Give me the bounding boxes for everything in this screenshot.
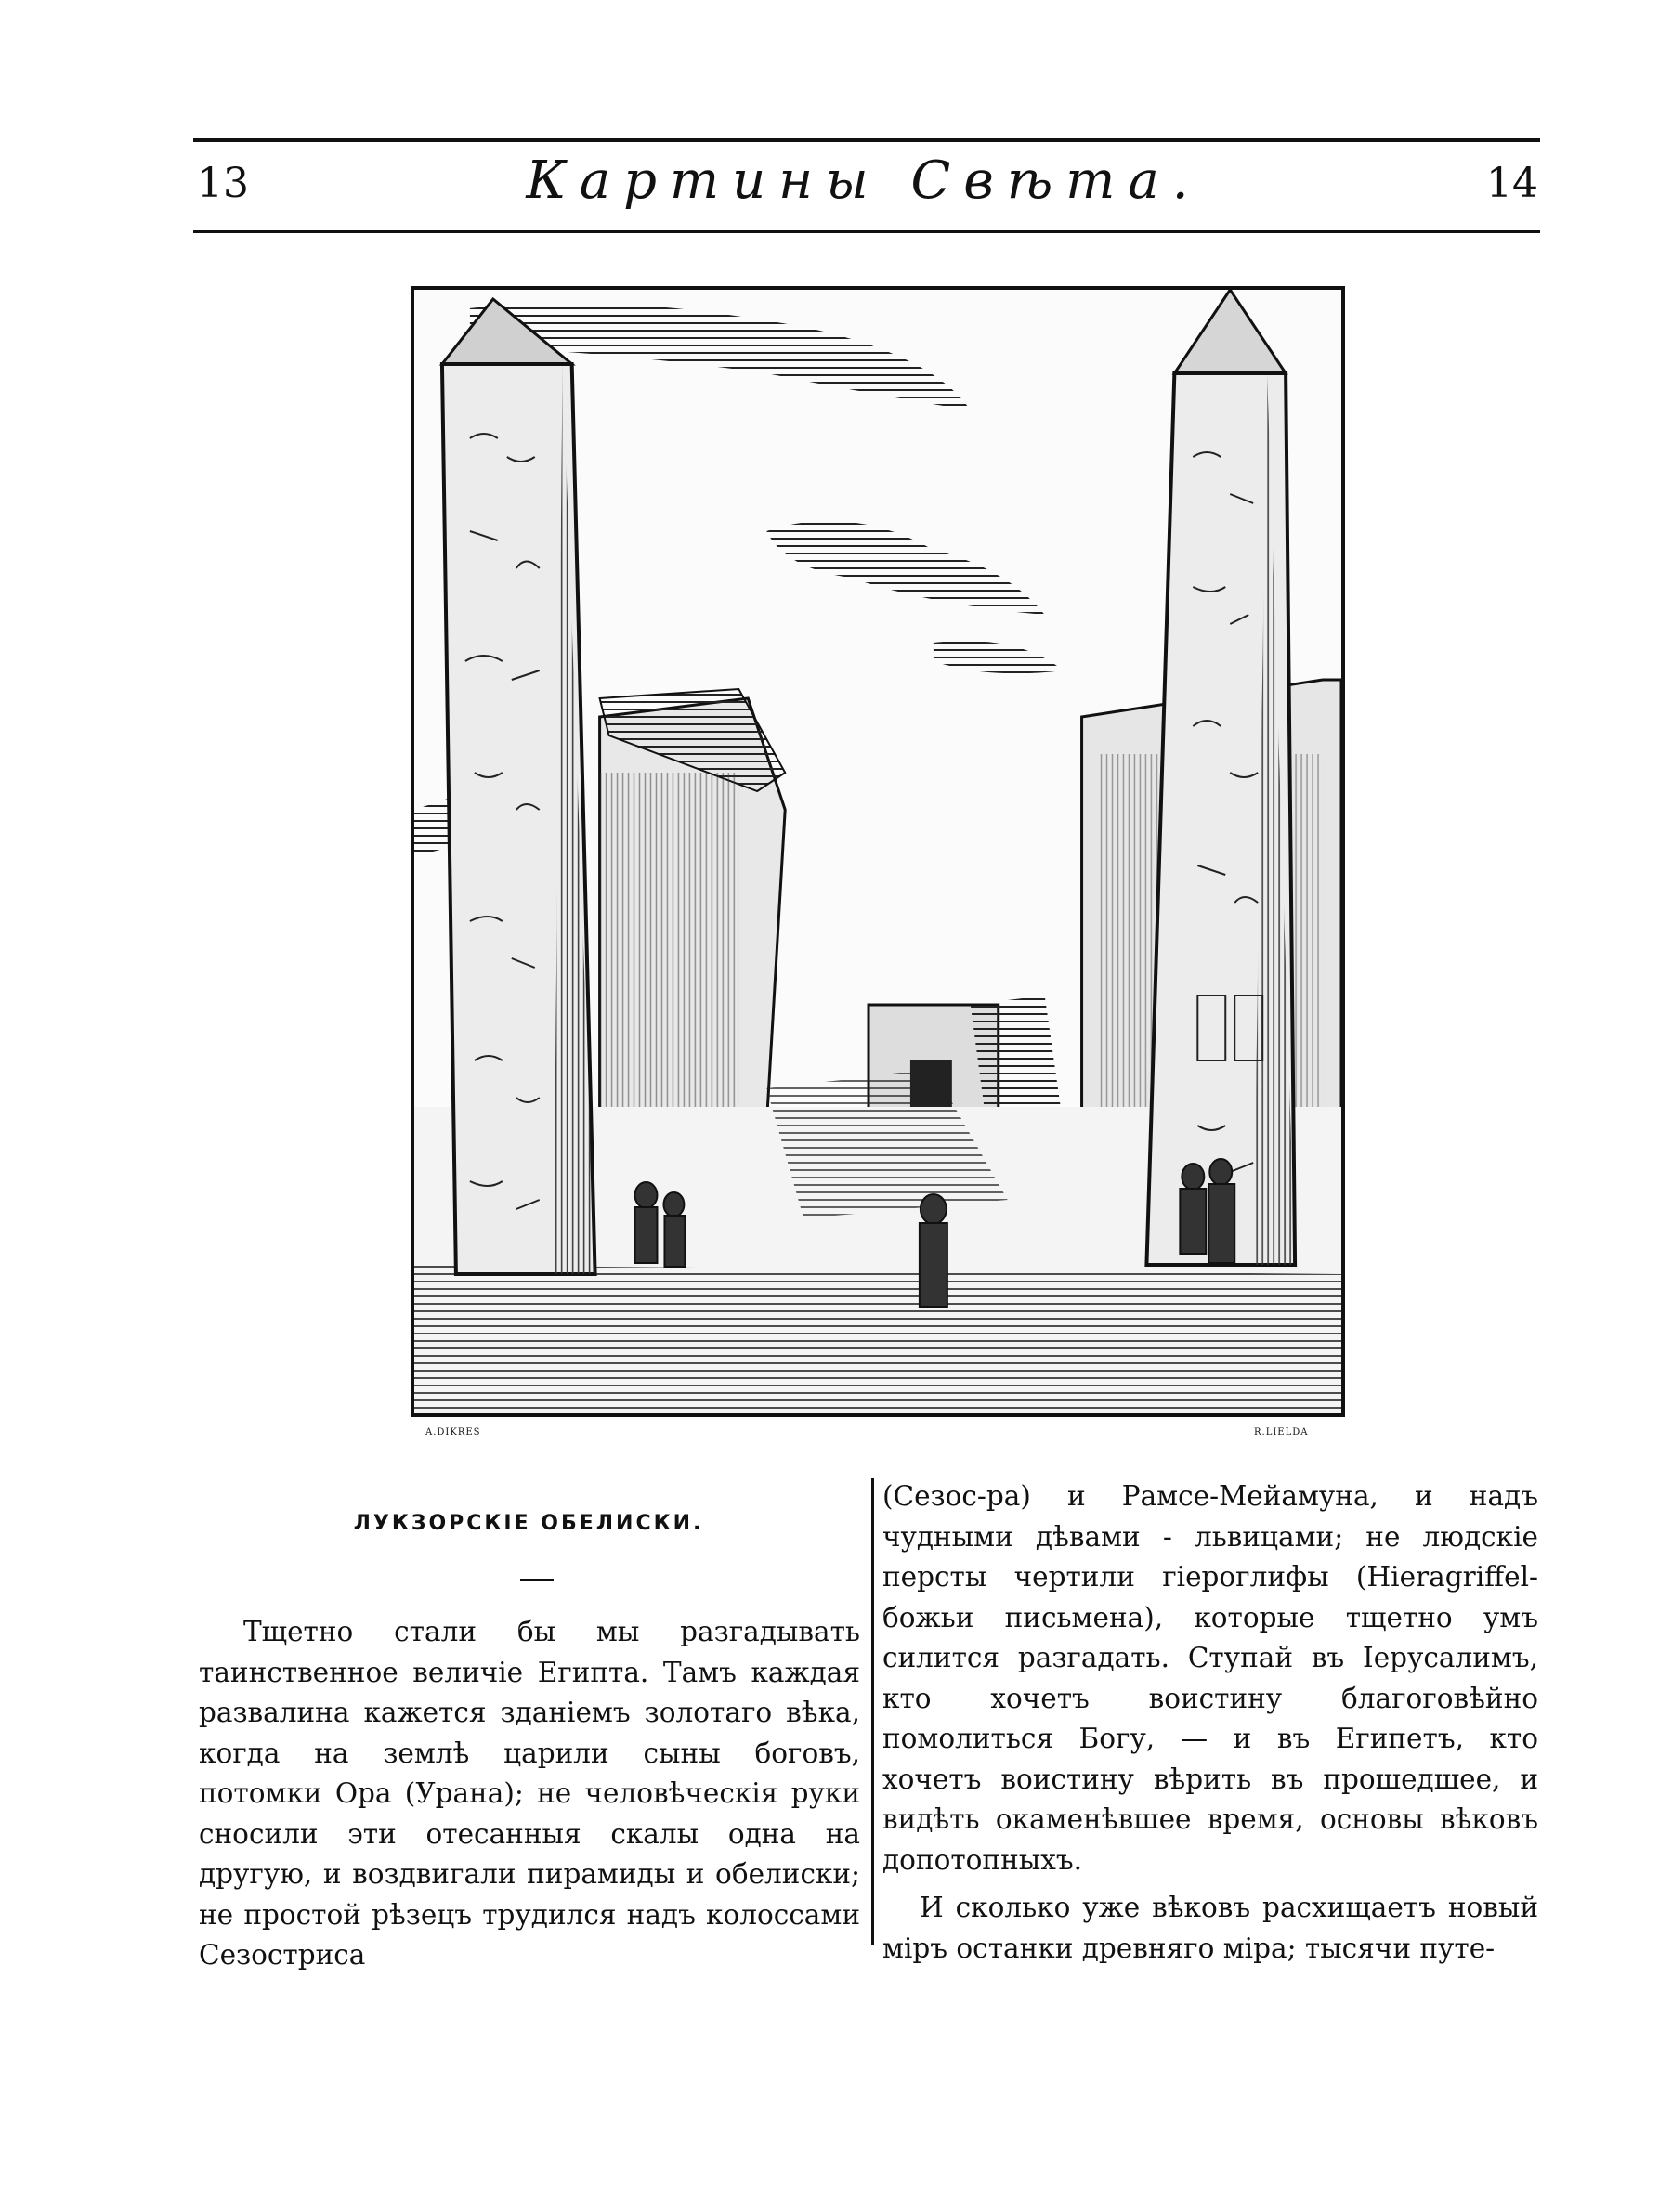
page-number-left: 13 [197,160,249,207]
engraver-credit-left: A.DIKRES [425,1427,481,1438]
title-dash [520,1579,554,1581]
header-rule-top [193,138,1540,142]
left-column-text: Тщетно стали бы мы разгадывать таинственное величіе Египта. Тамъ каждая развалина кажется зданіемъ золотаго вѣка, когда на землѣ царили сыны боговъ, потомки Ора (Урана); не человѣческія руки сносили эти отесанныя скалы одна на другую, и воздвигали пирамиды и обелиски; не простой рѣзецъ трудился надъ колоссами Сезостриса [199,1616,860,1971]
article-title: ЛУКЗОРСКІЕ ОБЕЛИСКИ. [353,1512,704,1535]
engraving-drawing [414,290,1341,1413]
right-column-paragraph-1: (Сезос-ра) и Рамсе-Мейамуна, и надъ чудными дѣвами - львицами; не людскіе персты чертили гіероглифы (Hieragriffel-божьи письмена), которые тщетно умъ силится разгадать. Ступай въ Іерусалимъ, кто хочетъ воистину благоговѣйно помолиться Богу, — и въ Египетъ, кто хочетъ воистину вѣрить въ прошедшее, и видѣть окаменѣвшее время, основы вѣковъ допотопныхъ. [882,1480,1538,1876]
column-divider [871,1478,874,1945]
right-column [882,1477,1538,1969]
page-number-right: 14 [1486,160,1538,207]
right-column-paragraph-2: И сколько уже вѣковъ расхищаетъ новый міръ останки древняго міра; тысячи путе- [882,1892,1538,1964]
left-obelisk [442,299,595,1274]
engraver-credit-right: R.LIELDA [1254,1427,1309,1438]
running-title: Картины Свѣта. [526,150,1202,211]
left-pylon [600,689,786,1144]
luxor-obelisks-engraving [411,286,1345,1417]
header-rule-bottom [193,230,1540,233]
